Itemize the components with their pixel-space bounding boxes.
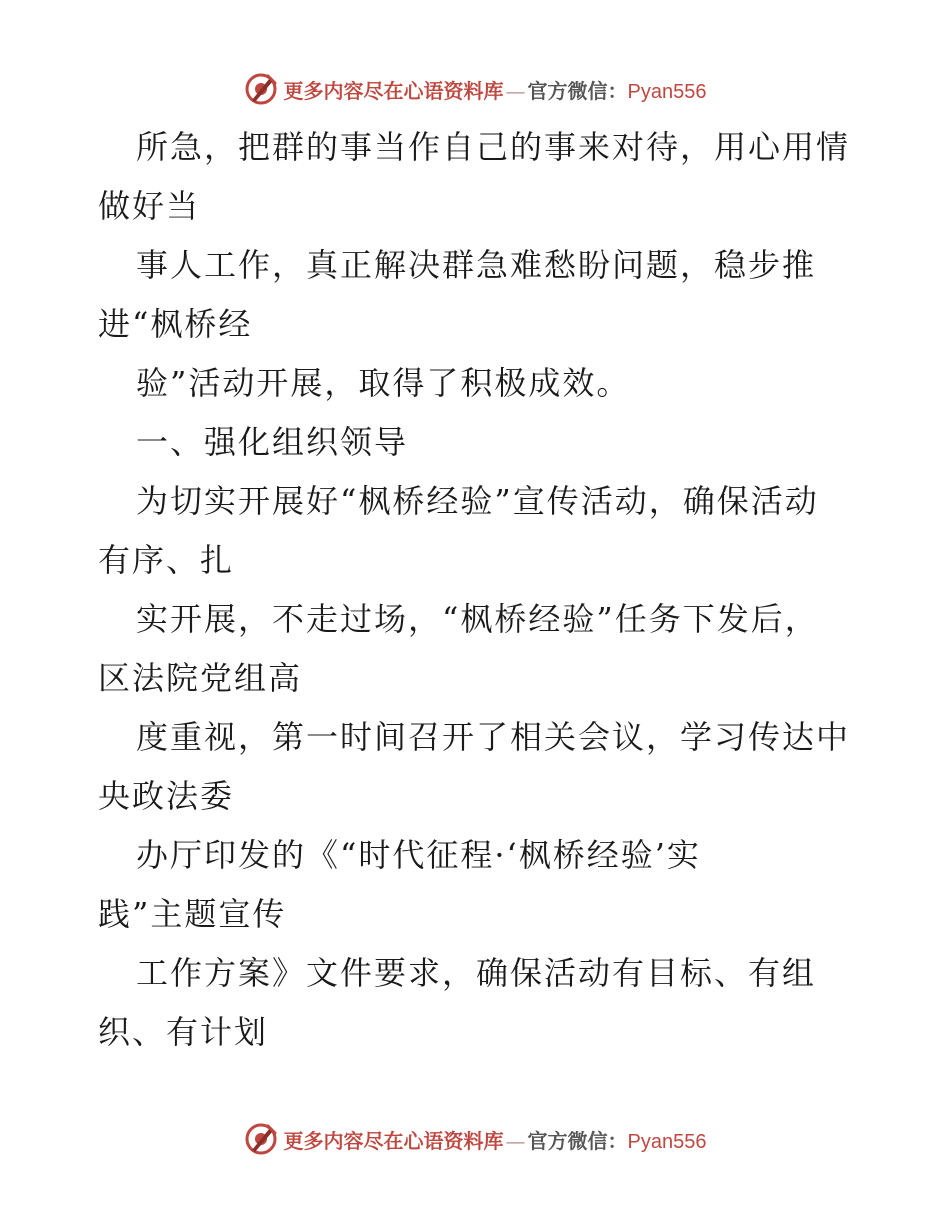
banner-wechat-label: 官方微信：: [527, 1128, 628, 1153]
text-line: 度重视，第一时间召开了相关会议，学习传达中: [136, 718, 851, 756]
text-line: 有序、扎: [98, 541, 235, 579]
text-line: 央政法委: [98, 777, 235, 815]
text-line: 做好当: [98, 187, 201, 225]
text-line: 实开展，不走过场，“枫桥经验”任务下发后，: [136, 600, 819, 638]
banner-text: [284, 75, 707, 104]
quill-logo-icon: [244, 1122, 278, 1156]
quill-logo-icon: [244, 72, 278, 106]
text-line: 所急，把群的事当作自己的事来对待，用心用情: [136, 128, 851, 166]
section-heading: 一、强化组织领导: [136, 423, 409, 461]
text-line: 事人工作，真正解决群急难愁盼问题，稳步推: [136, 246, 817, 284]
text-line: 为切实开展好“枫桥经验”宣传活动，确保活动: [136, 482, 819, 520]
text-line: 办厅印发的《“时代征程·‘枫桥经验’实: [136, 836, 701, 874]
banner-wechat-id: Pyan556: [627, 80, 707, 103]
banner-dash: —: [505, 1128, 526, 1153]
banner-text: [284, 1125, 707, 1154]
text-line: 验”活动开展，取得了积极成效。: [136, 364, 631, 402]
text-line: 织、有计划: [98, 1013, 269, 1051]
banner-wechat-label: 官方微信：: [527, 78, 628, 103]
text-line: 工作方案》文件要求，确保活动有目标、有组: [136, 954, 817, 992]
banner-dash: —: [505, 78, 526, 103]
text-line: 进“枫桥经: [98, 305, 253, 343]
banner-site: 更多内容尽在心语资料库: [283, 78, 504, 103]
text-line: 践”主题宣传: [98, 895, 287, 933]
header-banner: [0, 72, 950, 106]
banner-wechat-id: Pyan556: [627, 1130, 707, 1153]
banner-site: 更多内容尽在心语资料库: [283, 1128, 504, 1153]
text-line: 区法院党组高: [98, 659, 303, 697]
document-body: [98, 118, 858, 1062]
footer-banner: [0, 1122, 950, 1156]
